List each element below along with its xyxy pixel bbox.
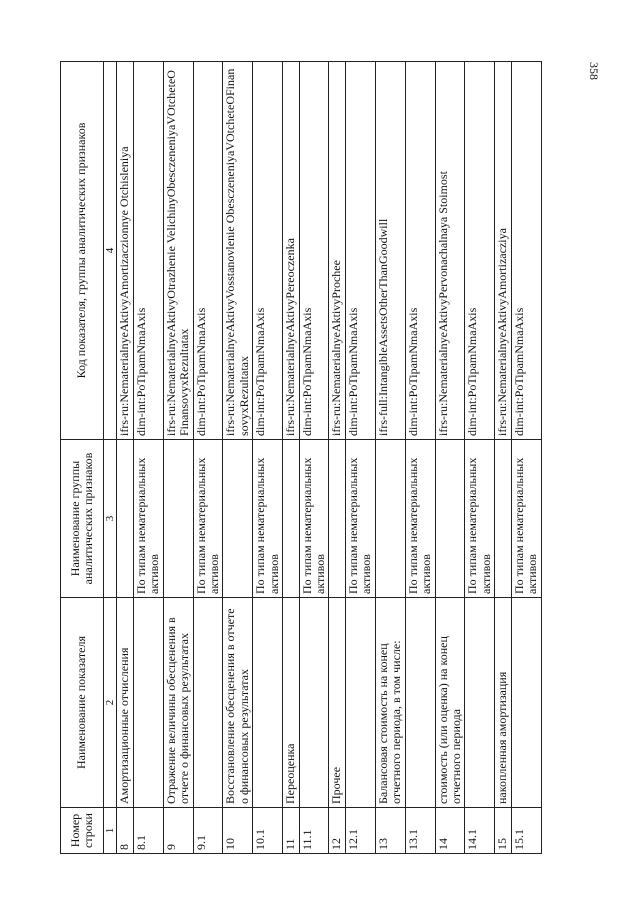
row-number-cell: 8: [117, 808, 133, 854]
group-name-cell: По типам нематериальных активов: [253, 440, 283, 598]
column-number: 1: [104, 808, 117, 854]
table-row: [193, 62, 223, 854]
indicator-name-cell: [253, 598, 283, 808]
page-number: 358: [587, 62, 601, 80]
row-number-cell: 8.1: [133, 808, 163, 854]
code-cell: ifrs-ru:NematerialnyeAktivyOtrazhenie VelichinyObesczeneniyaVOtcheteOFinansovyxRezultatax: [163, 62, 193, 440]
group-name-cell: [375, 440, 405, 598]
table-row: [405, 62, 435, 854]
indicator-name-cell: [133, 598, 163, 808]
row-number-cell: 13.1: [405, 808, 435, 854]
header-group-name: Наименование группы аналитических признаков: [61, 440, 104, 598]
table-row: [345, 62, 375, 854]
code-cell: ifrs-ru:NematerialnyeAktivyAmortizaczionnye Otchisleniya: [117, 62, 133, 440]
indicator-name-cell: Амортизационные отчисления: [117, 598, 133, 808]
column-number: 3: [104, 440, 117, 598]
code-cell: dim-int:PoTipamNmaAxis: [193, 62, 223, 440]
table-row: [223, 62, 253, 854]
indicator-name-cell: [511, 598, 541, 808]
row-number-cell: 9.1: [193, 808, 223, 854]
group-name-cell: [495, 440, 511, 598]
indicator-name-cell: Прочее: [329, 598, 345, 808]
group-name-cell: По типам нематериальных активов: [511, 440, 541, 598]
group-name-cell: [329, 440, 345, 598]
column-number-row: [104, 62, 117, 854]
code-cell: ifrs-full:IntangibleAssetsOtherThanGoodwill: [375, 62, 405, 440]
group-name-cell: [163, 440, 193, 598]
row-number-cell: 13: [375, 808, 405, 854]
group-name-cell: По типам нематериальных активов: [465, 440, 495, 598]
group-name-cell: [435, 440, 465, 598]
header-row-number: Номер строки: [61, 808, 104, 854]
group-name-cell: По типам нематериальных активов: [299, 440, 329, 598]
group-name-cell: [283, 440, 299, 598]
code-cell: dim-int:PoTipamNmaAxis: [345, 62, 375, 440]
group-name-cell: По типам нематериальных активов: [405, 440, 435, 598]
table-header-row: [61, 62, 104, 854]
indicators-table: [60, 61, 542, 854]
row-number-cell: 14.1: [465, 808, 495, 854]
indicator-name-cell: накопленная амортизация: [495, 598, 511, 808]
row-number-cell: 15.1: [511, 808, 541, 854]
indicator-name-cell: [405, 598, 435, 808]
table-row: [511, 62, 541, 854]
row-number-cell: 12: [329, 808, 345, 854]
row-number-cell: 15: [495, 808, 511, 854]
code-cell: dim-int:PoTipamNmaAxis: [465, 62, 495, 440]
indicator-name-cell: Восстановление обесценения в отчете о финансовых результатах: [223, 598, 253, 808]
indicator-name-cell: Переоценка: [283, 598, 299, 808]
row-number-cell: 9: [163, 808, 193, 854]
indicator-name-cell: стоимость (или оценка) на конец отчетного периода: [435, 598, 465, 808]
row-number-cell: 12.1: [345, 808, 375, 854]
row-number-cell: 11.1: [299, 808, 329, 854]
table-row: [133, 62, 163, 854]
column-number: 2: [104, 598, 117, 808]
table-row: [375, 62, 405, 854]
group-name-cell: [223, 440, 253, 598]
code-cell: ifrs-ru:NematerialnyeAktivyAmortizacziya: [495, 62, 511, 440]
column-number: 4: [104, 62, 117, 440]
indicator-name-cell: Отражение величины обесценения в отчете о финансовых результатах: [163, 598, 193, 808]
header-indicator-name: Наименование показателя: [61, 598, 104, 808]
code-cell: ifrs-ru:NematerialnyeAktivyPereoczenka: [283, 62, 299, 440]
indicator-name-cell: [299, 598, 329, 808]
indicator-name-cell: Балансовая стоимость на конец отчетного периода, в том числе:: [375, 598, 405, 808]
code-cell: dim-int:PoTipamNmaAxis: [405, 62, 435, 440]
table-row: [435, 62, 465, 854]
table-row: [495, 62, 511, 854]
row-number-cell: 11: [283, 808, 299, 854]
code-cell: ifrs-ru:NematerialnyeAktivyPervonachalnaya Stoimost: [435, 62, 465, 440]
indicator-name-cell: [465, 598, 495, 808]
row-number-cell: 10: [223, 808, 253, 854]
indicator-name-cell: [345, 598, 375, 808]
row-number-cell: 10.1: [253, 808, 283, 854]
group-name-cell: [117, 440, 133, 598]
group-name-cell: По типам нематериальных активов: [345, 440, 375, 598]
table-row: [283, 62, 299, 854]
table-row: [329, 62, 345, 854]
rotated-page: [60, 62, 540, 854]
table-row: [117, 62, 133, 854]
code-cell: ifrs-ru:NematerialnyeAktivyProchee: [329, 62, 345, 440]
code-cell: dim-int:PoTipamNmaAxis: [511, 62, 541, 440]
table-row: [465, 62, 495, 854]
header-code: Код показателя, группы аналитических признаков: [61, 62, 104, 440]
table-row: [253, 62, 283, 854]
code-cell: dim-int:PoTipamNmaAxis: [133, 62, 163, 440]
table-row: [299, 62, 329, 854]
table-body: [117, 62, 541, 854]
code-cell: dim-int:PoTipamNmaAxis: [253, 62, 283, 440]
code-cell: ifrs-ru:NematerialnyeAktivyVosstanovlenie ObesczeneniyaVOtcheteOFinansovyxRezultatax: [223, 62, 253, 440]
group-name-cell: По типам нематериальных активов: [193, 440, 223, 598]
indicator-name-cell: [193, 598, 223, 808]
code-cell: dim-int:PoTipamNmaAxis: [299, 62, 329, 440]
row-number-cell: 14: [435, 808, 465, 854]
group-name-cell: По типам нематериальных активов: [133, 440, 163, 598]
table-row: [163, 62, 193, 854]
